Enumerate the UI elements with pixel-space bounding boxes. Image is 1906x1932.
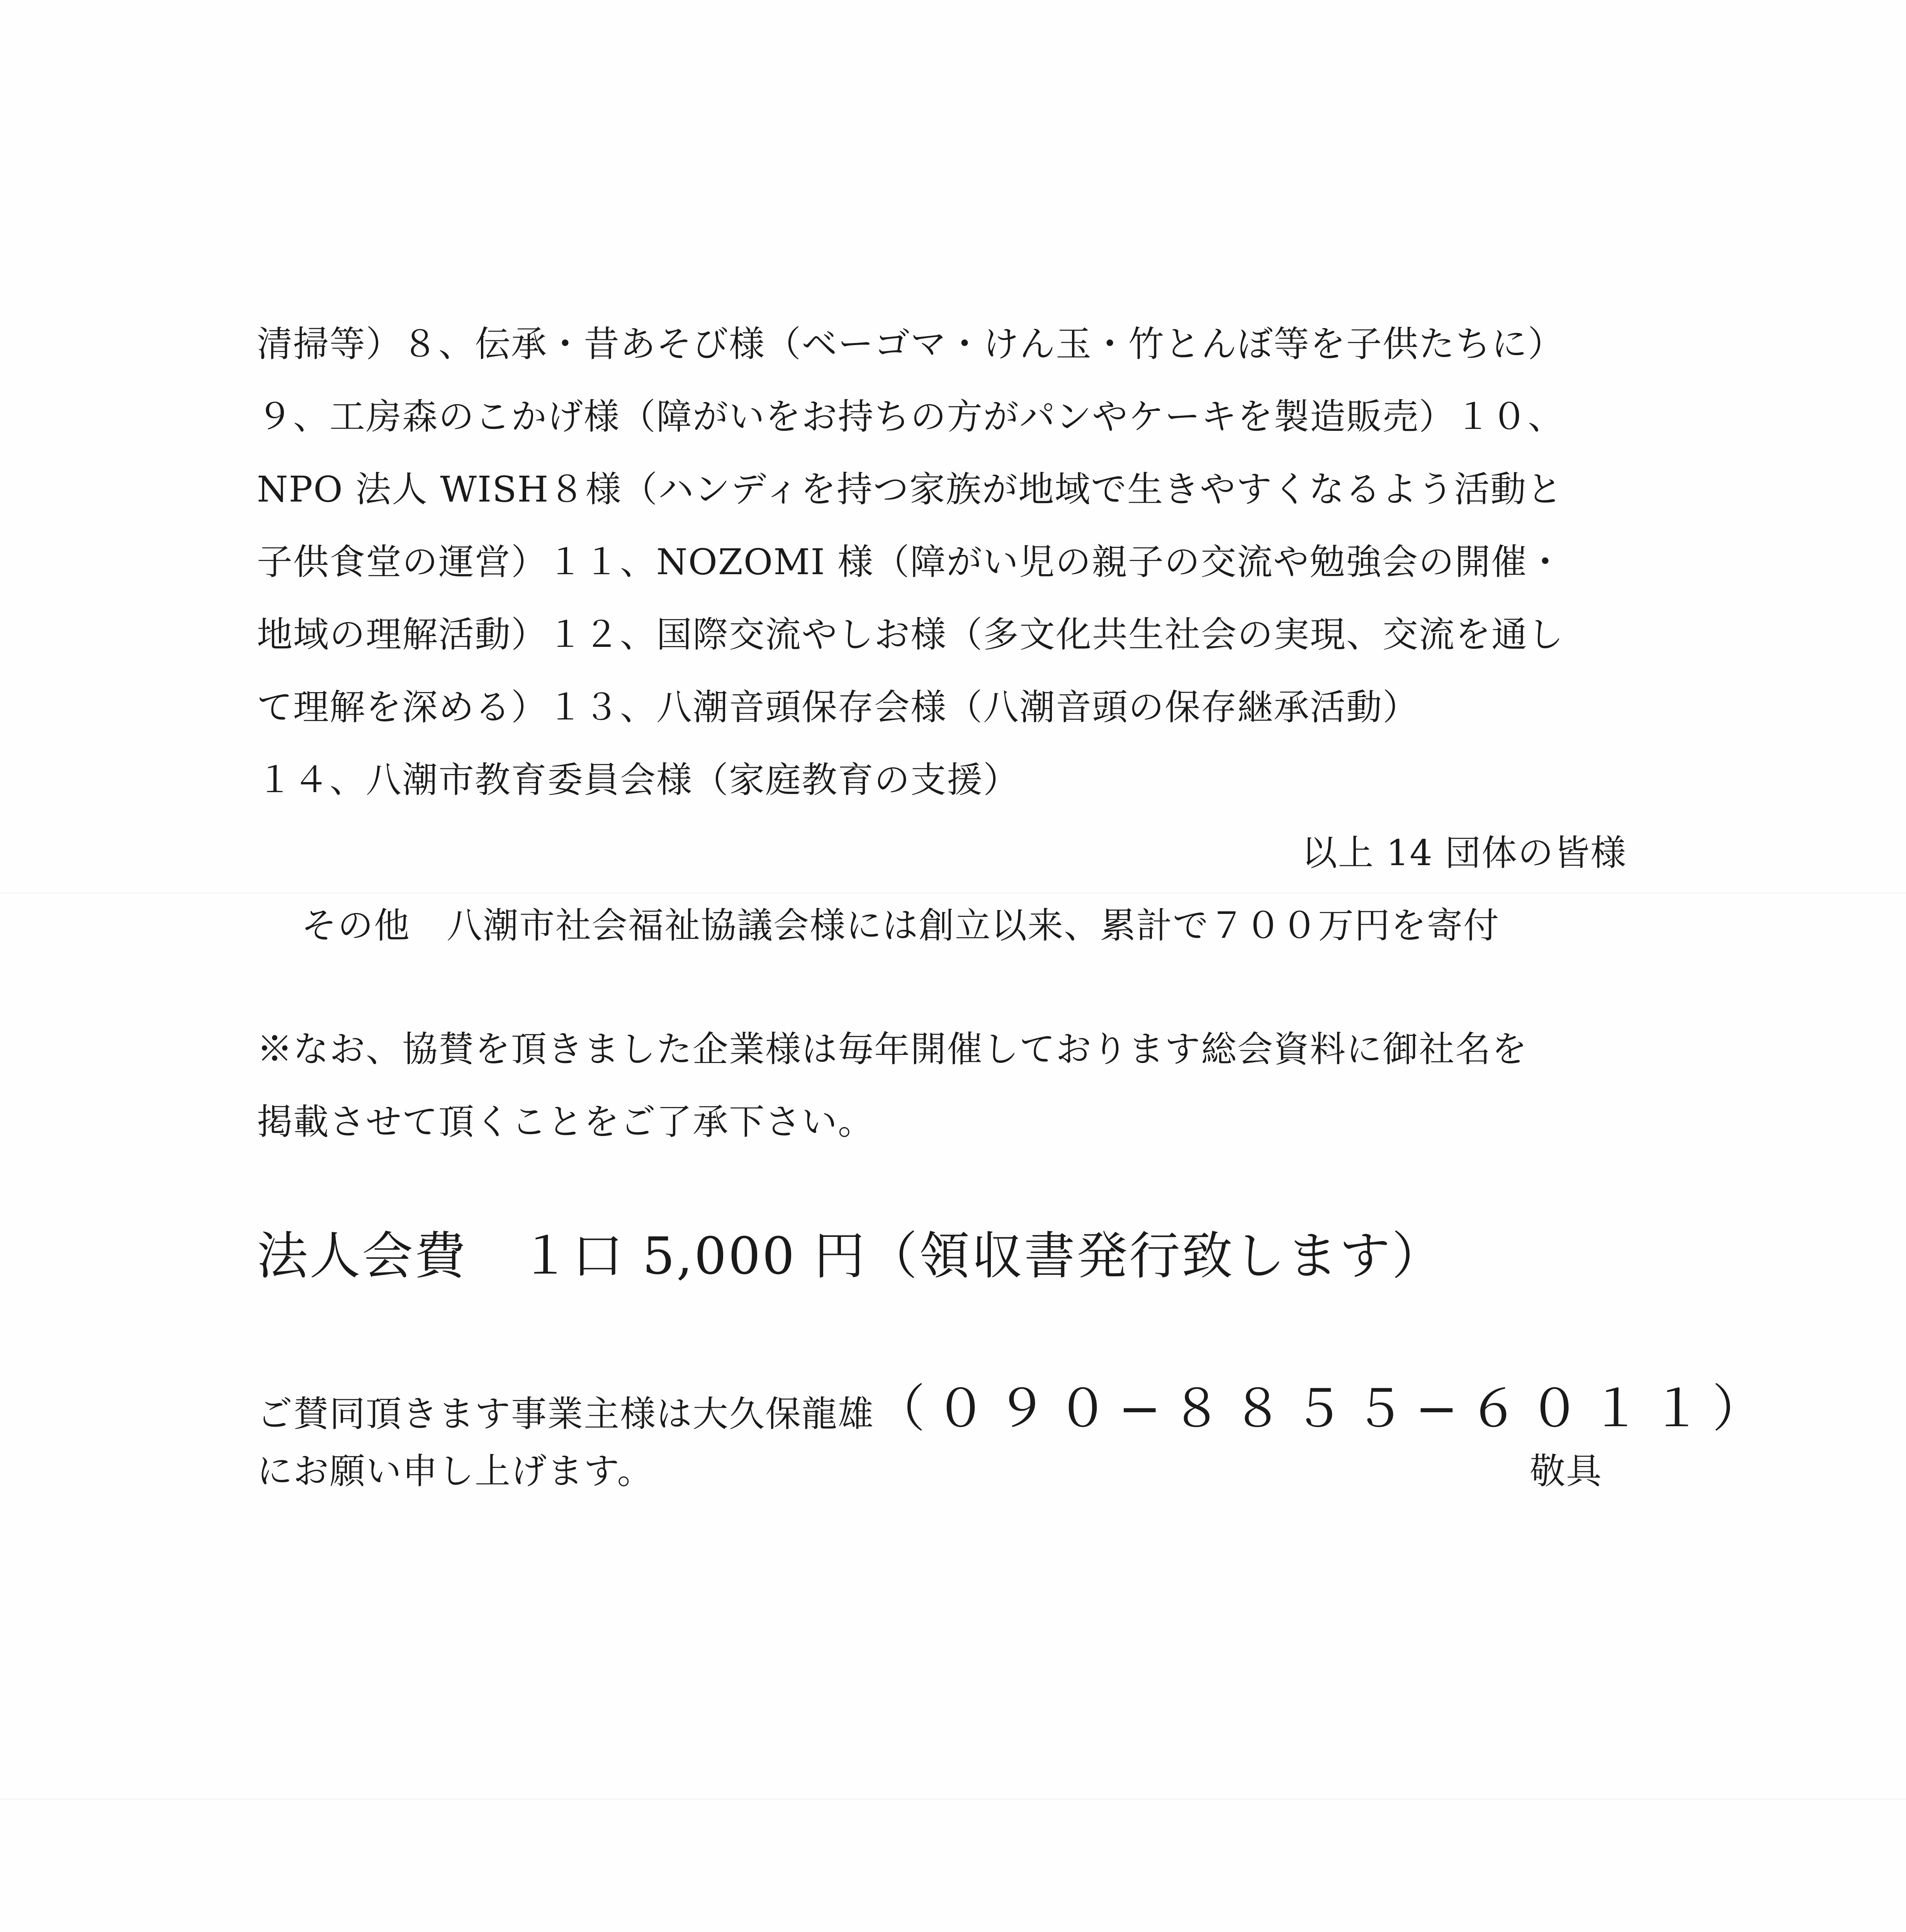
note-line-1: ※なお、協賛を頂きました企業様は毎年開催しております総会資料に御社名を [257,1029,1528,1070]
donation-line: その他 八潮市社会福祉協議会様には創立以来、累計で７００万円を寄付 [301,905,1500,946]
body-line-1: 清掃等）８、伝承・昔あそび様（ベーゴマ・けん玉・竹とんぼ等を子供たちに） [257,323,1565,365]
body-line-2: ９、工房森のこかげ様（障がいをお持ちの方がパンやケーキを製造販売）１０、 [257,396,1565,437]
body-line-3: NPO 法人 WISH８様（ハンディを持つ家族が地域で生きやすくなるよう活動と [257,469,1563,510]
body-line-4: 子供食堂の運営）１１、NOZOMI 様（障がい児の親子の交流や勉強会の開催・ [257,541,1564,583]
contact-line-2: にお願い申し上げます。 [257,1451,654,1492]
contact-prefix: ご賛同頂きます事業主様は大久保龍雄 [257,1393,875,1435]
summary-line: 以上 14 団体の皆様 [1301,832,1627,874]
closing-word: 敬具 [1530,1451,1603,1492]
contact-phone-number: （０９０−８８５５−６０１１） [874,1379,1773,1439]
corporate-fee-heading: 法人会費 １口 5,000 円（領収書発行致します） [257,1226,1444,1286]
body-line-5: 地域の理解活動）１２、国際交流やしお様（多文化共生社会の実現、交流を通し [257,614,1565,655]
body-line-7: １４、八潮市教育委員会様（家庭教育の支援） [257,759,1020,801]
body-line-6: て理解を深める）１３、八潮音頭保存会様（八潮音頭の保存継承活動） [257,687,1419,728]
contact-line [257,1379,1773,1439]
note-line-2: 掲載させて頂くことをご了承下さい。 [257,1101,875,1143]
